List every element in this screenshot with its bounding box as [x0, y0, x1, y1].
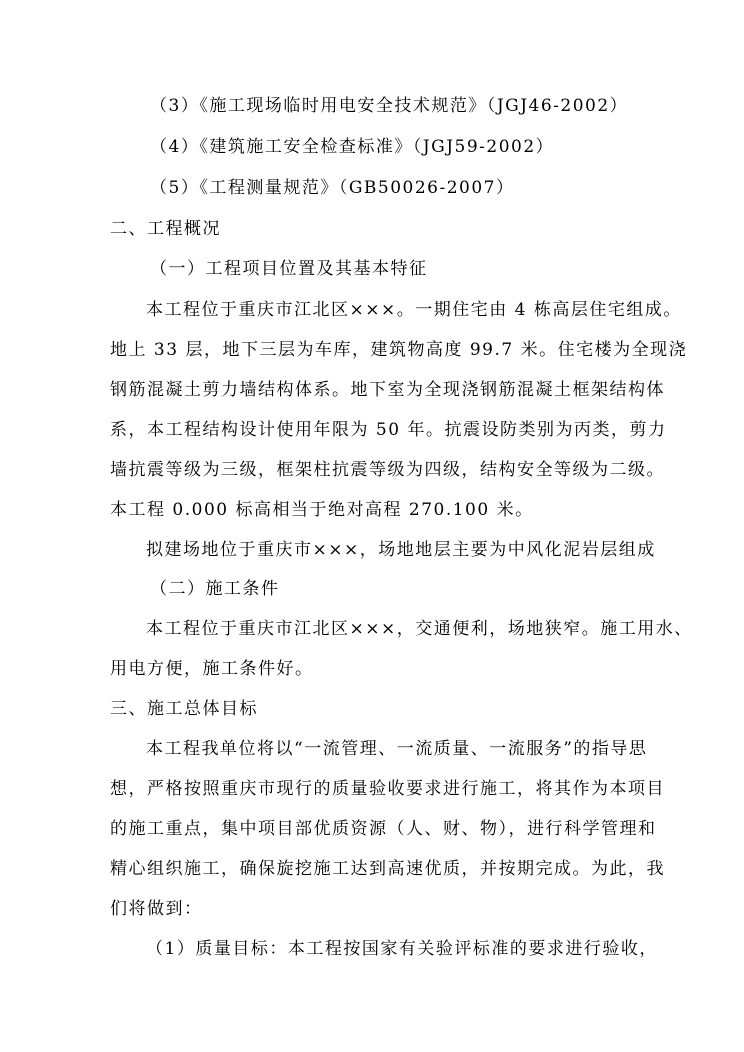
reference-item-5: （5）《工程测量规范》（GB50026-2007）	[150, 178, 515, 198]
overview-paragraph-line: 钢筋混凝土剪力墙结构体系。地下室为全现浇钢筋混凝土框架结构体	[110, 380, 665, 400]
goals-paragraph-line: 们将做到：	[110, 899, 203, 919]
overview-paragraph-line: 墙抗震等级为三级，框架柱抗震等级为四级，结构安全等级为二级。	[110, 460, 665, 480]
goals-paragraph-line: 的施工重点，集中项目部优质资源（人、财、物），进行科学管理和	[110, 819, 657, 839]
overview-paragraph-line: 地上 33 层，地下三层为车库，建筑物高度 99.7 米。住宅楼为全现浇	[110, 340, 688, 360]
overview-paragraph-line: 系，本工程结构设计使用年限为 50 年。抗震设防类别为丙类，剪力	[110, 420, 667, 440]
reference-item-4: （4）《建筑施工安全检查标准》（JGJ59-2002）	[150, 137, 555, 157]
quality-goal-paragraph: （1）质量目标：本工程按国家有关验评标准的要求进行验收，	[146, 939, 658, 959]
goals-paragraph-line: 想，严格按照重庆市现行的质量验收要求进行施工，将其作为本项目	[110, 779, 665, 799]
subsection-heading-location: （一）工程项目位置及其基本特征	[150, 259, 428, 279]
overview-paragraph-line: 本工程 0.000 标高相当于绝对高程 270.100 米。	[110, 500, 534, 520]
reference-item-3: （3）《施工现场临时用电安全技术规范》（JGJ46-2002）	[150, 96, 629, 116]
goals-paragraph-line: 精心组织施工，确保旋挖施工达到高速优质，并按期完成。为此，我	[110, 859, 665, 879]
overview-paragraph-line: 本工程位于重庆市江北区×××。一期住宅由 4 栋高层住宅组成。	[146, 300, 682, 320]
site-paragraph: 拟建场地位于重庆市×××，场地地层主要为中风化泥岩层组成	[146, 540, 656, 560]
conditions-paragraph-line: 用电方便，施工条件好。	[110, 659, 314, 679]
section-heading-overview: 二、工程概况	[110, 219, 221, 239]
subsection-heading-conditions: （二）施工条件	[150, 579, 280, 599]
conditions-paragraph-line: 本工程位于重庆市江北区×××，交通便利，场地狭窄。施工用水、	[146, 619, 693, 639]
goals-paragraph-line: 本工程我单位将以“一流管理、一流质量、一流服务”的指导思	[146, 739, 648, 759]
section-heading-goals: 三、施工总体目标	[110, 699, 258, 719]
